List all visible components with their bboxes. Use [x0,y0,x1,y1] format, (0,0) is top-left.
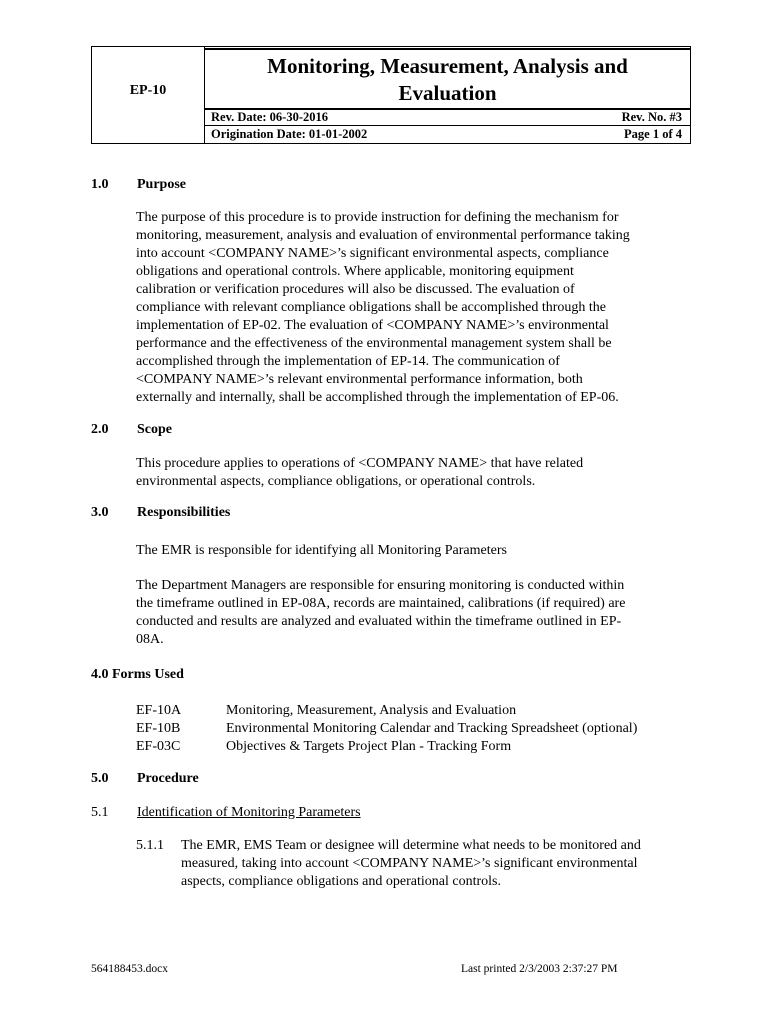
text-line: monitoring, measurement, analysis and evaluation of environmental performance taking [136,228,630,243]
doc-title-line2: Evaluation [398,81,497,105]
page-number: Page 1 of 4 [624,127,682,141]
section-number: 2.0 [91,422,109,437]
section-number: 5.0 [91,771,109,786]
section-title: Responsibilities [137,505,231,520]
text-line: The EMR is responsible for identifying all Monitoring Parameters [136,543,507,558]
text-line: The Department Managers are responsible for ensuring monitoring is conducted within [136,578,625,593]
section-heading-scope [91,422,172,438]
form-name: Objectives & Targets Project Plan - Tracking Form [226,739,512,754]
form-name: Environmental Monitoring Calendar and Tracking Spreadsheet (optional) [226,721,638,736]
form-item [136,720,637,738]
rev-row [211,110,682,125]
doc-title-line1: Monitoring, Measurement, Analysis and [267,54,628,78]
section-number: 3.0 [91,505,109,520]
footer-filename: 564188453.docx [91,963,168,975]
scope-paragraph [136,455,676,491]
header-top-rule [205,48,690,50]
text-line: 08A. [136,632,164,647]
responsibilities-paragraph-2 [136,577,676,649]
section-title: Procedure [137,771,199,786]
doc-code: EP-10 [129,83,167,98]
text-line: The EMR, EMS Team or designee will determine what needs to be monitored and [181,838,641,853]
section-heading-procedure [91,771,199,787]
form-name: Monitoring, Measurement, Analysis and Evaluation [226,703,517,718]
section-number: 1.0 [91,177,109,192]
form-item [136,738,637,756]
text-line: the timeframe outlined in EP-08A, records are maintained, calibrations (if required) are [136,596,626,611]
origination-row [211,127,682,142]
doc-code-cell [92,47,205,143]
subsubsection-text [181,837,641,891]
form-code: EF-10B [136,721,181,736]
purpose-paragraph [136,209,676,407]
text-line: This procedure applies to operations of <COMPANY NAME> that have related [136,456,584,471]
footer-printed: Last printed 2/3/2003 2:37:27 PM [461,963,618,975]
text-line: aspects, compliance obligations and operational controls. [181,874,501,889]
subsection-title: Identification of Monitoring Parameters [137,805,361,820]
form-code: EF-03C [136,739,181,754]
text-line: performance and the effectiveness of the environmental management system shall be [136,336,612,351]
section-title: Scope [137,422,172,437]
subsubsection-number: 5.1.1 [136,838,164,853]
text-line: <COMPANY NAME>’s relevant environmental performance information, both [136,372,583,387]
origination-date: Origination Date: 01-01-2002 [211,127,368,141]
responsibilities-paragraph-1 [136,542,676,560]
text-line: accomplished through the implementation of EP-14. The communication of [136,354,560,369]
section-heading-responsibilities [91,505,230,521]
subsubsection [136,837,678,891]
text-line: compliance with relevant compliance obligations shall be accomplished through the [136,300,607,315]
text-line: into account <COMPANY NAME>’s significant environmental aspects, compliance [136,246,609,261]
header-mid-rule [205,125,690,126]
subsection-number: 5.1 [91,805,109,820]
doc-title [205,53,690,107]
text-line: calibration or verification procedures will also be discussed. The evaluation of [136,282,575,297]
text-line: The purpose of this procedure is to provide instruction for defining the mechanism for [136,210,619,225]
form-item [136,702,637,720]
text-line: implementation of EP-02. The evaluation of <COMPANY NAME>’s environmental [136,318,609,333]
section-heading-forms: 4.0 Forms Used [91,667,184,682]
document-header [91,46,691,144]
rev-date: Rev. Date: 06-30-2016 [211,110,328,124]
title-cell [205,47,690,143]
form-code: EF-10A [136,703,182,718]
text-line: measured, taking into account <COMPANY NAME>’s significant environmental [181,856,638,871]
text-line: externally and internally, shall be accomplished through the implementation of EP-06. [136,390,619,405]
text-line: conducted and results are analyzed and evaluated within the timeframe outlined in EP- [136,614,622,629]
section-title: Purpose [137,177,186,192]
section-heading-purpose [91,177,186,193]
text-line: environmental aspects, compliance obligations, or operational controls. [136,474,536,489]
forms-list [136,702,637,756]
subsection-heading [91,805,361,821]
rev-no: Rev. No. #3 [621,110,682,124]
text-line: obligations and operational controls. Where applicable, monitoring equipment [136,264,574,279]
